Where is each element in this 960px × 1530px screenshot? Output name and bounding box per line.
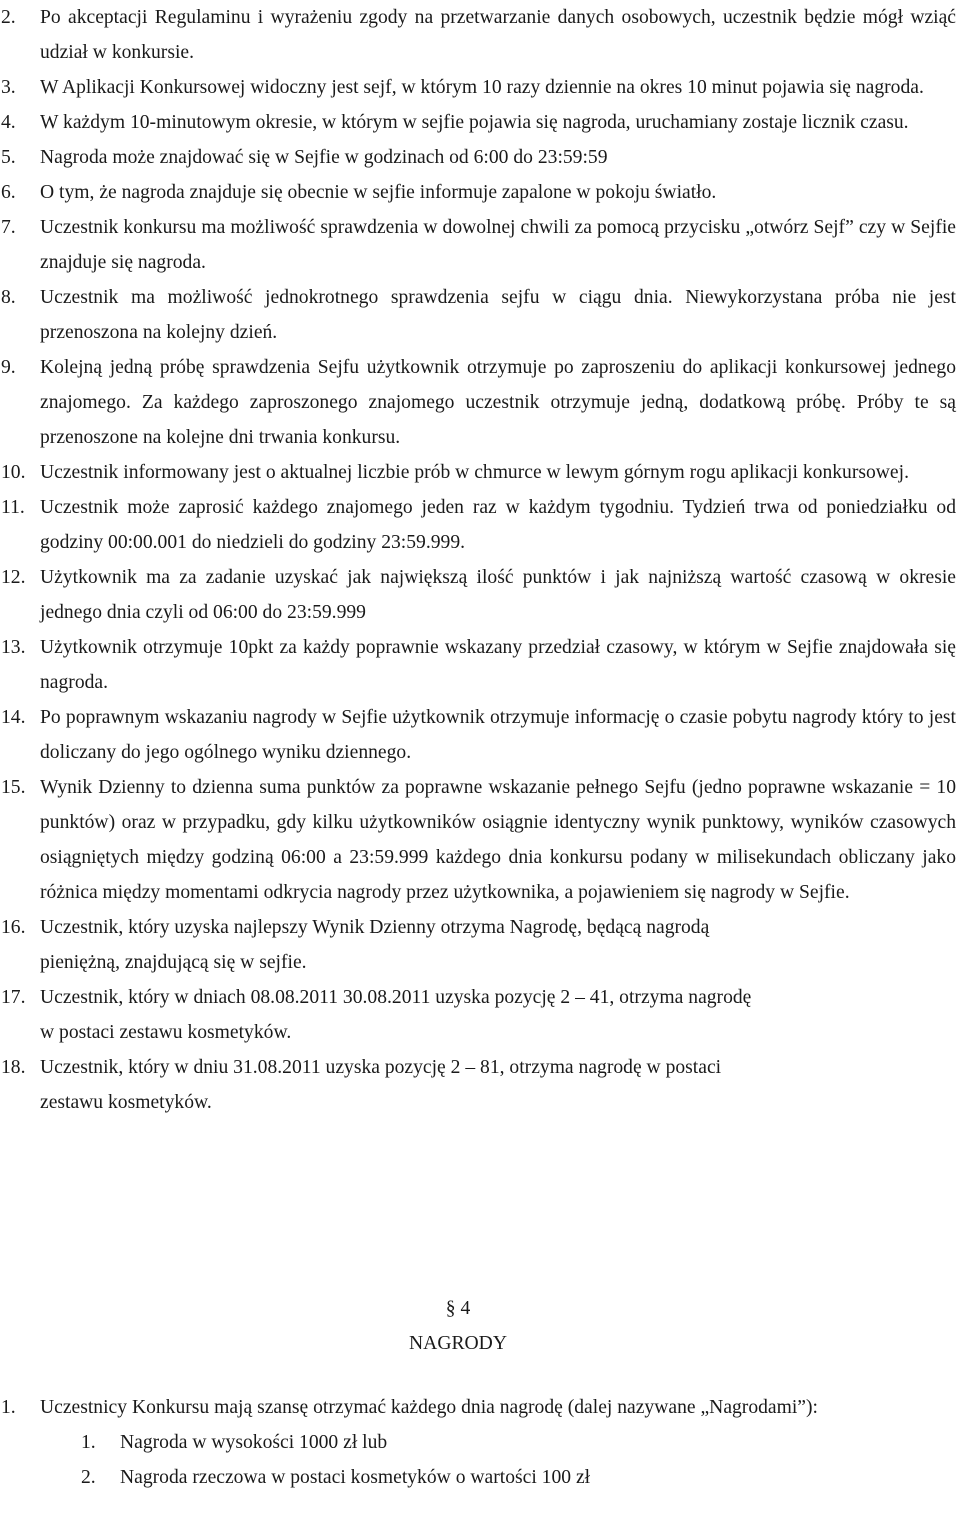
item-text: W Aplikacji Konkursowej widoczny jest sejf, w którym 10 razy dziennie na okres 10 minut pojawia się nagroda. xyxy=(40,77,924,98)
item-number: 10. xyxy=(1,462,26,483)
item-text: Użytkownik otrzymuje 10pkt za każdy poprawnie wskazany przedział czasowy, w którym w Sejfie znajdowała się nagroda. xyxy=(40,637,956,693)
item-number: 4. xyxy=(1,112,16,133)
item-text: Uczestnicy Konkursu mają szansę otrzymać każdego dnia nagrodę (dalej nazywane „Nagrodami”): xyxy=(40,1397,818,1418)
item-text: Kolejną jedną próbę sprawdzenia Sejfu użytkownik otrzymuje po zaproszeniu do aplikacji konkursowej jednego znajomego. Za każdego zaproszonego znajomego uczestnik otrzymuje jedną, dodatkową próbę. Próby te są przenoszone na kolejne dni trwania konkursu. xyxy=(40,357,956,448)
item-text: Po poprawnym wskazaniu nagrody w Sejfie użytkownik otrzymuje informację o czasie pobytu nagrody który to jest doliczany do jego ogólnego wyniku dziennego. xyxy=(40,707,956,763)
item-number: 2. xyxy=(1,7,16,28)
item-text: Uczestnik może zaprosić każdego znajomego jeden raz w każdym tygodniu. Tydzień trwa od poniedziałku od godziny 00:00.001 do niedzieli do godziny 23:59.999. xyxy=(40,497,956,553)
item-number: 12. xyxy=(1,567,26,588)
item-text: Uczestnik, który w dniach 08.08.2011 30.08.2011 uzyska pozycję 2 – 41, otrzyma nagrodę w postaci zestawu kosmetyków. xyxy=(40,987,752,1043)
list-item xyxy=(0,105,960,140)
sub-item-text: Nagroda rzeczowa w postaci kosmetyków o wartości 100 zł xyxy=(120,1467,591,1488)
item-number: 13. xyxy=(1,637,26,658)
sub-list-item xyxy=(0,1425,960,1460)
item-text: Po akceptacji Regulaminu i wyrażeniu zgody na przetwarzanie danych osobowych, uczestnik będzie mógł wziąć udział w konkursie. xyxy=(40,7,956,63)
list-item xyxy=(0,350,960,455)
list-item xyxy=(0,0,960,70)
item-number: 9. xyxy=(1,357,16,378)
item-text: Użytkownik ma za zadanie uzyskać jak największą ilość punktów i jak najniższą wartość czasową w okresie jednego dnia czyli od 06:00 do 23:59.999 xyxy=(40,567,956,623)
item-number: 15. xyxy=(1,777,26,798)
item-text: Nagroda może znajdować się w Sejfie w godzinach od 6:00 do 23:59:59 xyxy=(40,147,608,168)
sub-list-item xyxy=(0,1460,960,1495)
item-number: 14. xyxy=(1,707,26,728)
list-item xyxy=(0,140,960,175)
list-item xyxy=(0,560,960,630)
list-item xyxy=(0,910,960,980)
item-text: Uczestnik, który uzyska najlepszy Wynik Dzienny otrzyma Nagrodę, będącą nagrodą pieniężną, znajdującą się w sejfie. xyxy=(40,917,710,973)
item-number: 1. xyxy=(1,1397,16,1418)
item-number: 16. xyxy=(1,917,26,938)
list-item xyxy=(0,455,960,490)
list-item xyxy=(0,70,960,105)
item-text: W każdym 10-minutowym okresie, w którym w sejfie pojawia się nagroda, uruchamiany zostaje licznik czasu. xyxy=(40,112,909,133)
sub-item-text: Nagroda w wysokości 1000 zł lub xyxy=(120,1432,388,1453)
section-number: § 4 xyxy=(445,1298,471,1319)
item-text: Uczestnik konkursu ma możliwość sprawdzenia w dowolnej chwili za pomocą przycisku „otwórz Sejf” czy w Sejfie znajduje się nagroda. xyxy=(40,217,956,273)
item-number: 11. xyxy=(1,497,25,518)
item-number: 18. xyxy=(1,1057,26,1078)
sub-item-number: 2. xyxy=(81,1467,96,1488)
item-text: Uczestnik, który w dniu 31.08.2011 uzyska pozycję 2 – 81, otrzyma nagrodę w postaci zestawu kosmetyków. xyxy=(40,1057,722,1113)
section-title: NAGRODY xyxy=(409,1333,507,1354)
item-number: 8. xyxy=(1,287,16,308)
item-number: 3. xyxy=(1,77,16,98)
sub-item-number: 1. xyxy=(81,1432,96,1453)
list-item xyxy=(0,280,960,350)
list-item xyxy=(0,210,960,280)
item-text: Wynik Dzienny to dzienna suma punktów za poprawne wskazanie pełnego Sejfu (jedno poprawne wskazanie = 10 punktów) oraz w przypadku, gdy kilku użytkowników osiągnie identyczny wynik punktowy, wyników czasowych osiągniętych między godziną 06:00 a 23:59.999 każdego dnia konkursu podany w milisekundach obliczany jako różnica między momentami odkrycia nagrody przez użytkownika, a pojawieniem się nagrody w Sejfie. xyxy=(40,777,956,903)
item-number: 17. xyxy=(1,987,26,1008)
list-item xyxy=(0,175,960,210)
list-item xyxy=(0,1390,960,1425)
list-item xyxy=(0,770,960,910)
list-item xyxy=(0,700,960,770)
item-number: 7. xyxy=(1,217,16,238)
item-text: O tym, że nagroda znajduje się obecnie w sejfie informuje zapalone w pokoju światło. xyxy=(40,182,717,203)
item-text: Uczestnik informowany jest o aktualnej liczbie prób w chmurce w lewym górnym rogu aplikacji konkursowej. xyxy=(40,462,909,483)
list-item xyxy=(0,630,960,700)
list-item xyxy=(0,980,960,1050)
prizes-list xyxy=(0,1390,960,1495)
item-number: 5. xyxy=(1,147,16,168)
list-item xyxy=(0,490,960,560)
list-item xyxy=(0,1050,960,1120)
item-text: Uczestnik ma możliwość jednokrotnego sprawdzenia sejfu w ciągu dnia. Niewykorzystana próba nie jest przenoszona na kolejny dzień. xyxy=(40,287,956,343)
item-number: 6. xyxy=(1,182,16,203)
